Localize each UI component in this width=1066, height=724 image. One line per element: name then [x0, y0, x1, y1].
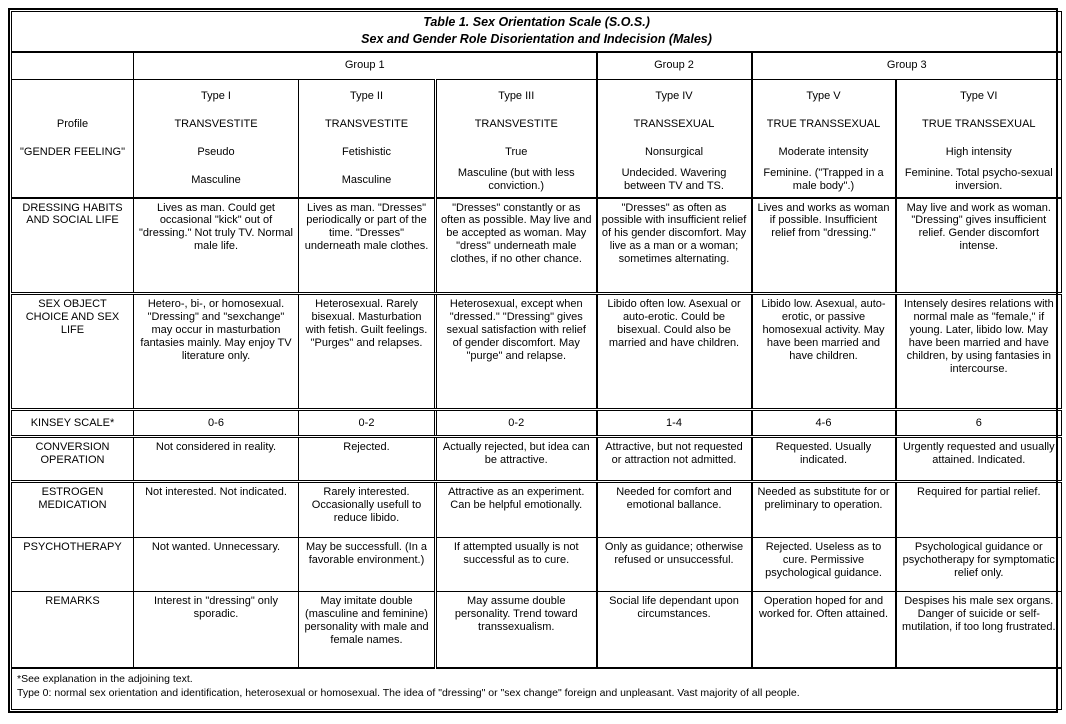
group-header-1: Group 1	[134, 52, 597, 80]
type-subtype: Nonsurgical	[644, 145, 704, 158]
type-header-type-iii	[436, 80, 597, 198]
type-subtype: Moderate intensity	[778, 145, 869, 158]
table-title-line1: Table 1. Sex Orientation Scale (S.O.S.)	[423, 15, 650, 30]
data-cell: Not interested. Not indicated.	[134, 482, 299, 538]
data-cell: 0-2	[436, 410, 597, 437]
type-feeling: Feminine. ("Trapped in a male body".)	[763, 167, 884, 193]
table-row	[12, 592, 1062, 668]
data-cell: Not wanted. Unnecessary.	[134, 538, 299, 592]
data-cell: Rejected.	[299, 437, 436, 482]
data-cell: Lives and works as woman if possible. Insufficient relief from "dressing."	[752, 198, 896, 294]
type-number: Type III	[498, 89, 535, 102]
footnote	[12, 668, 1062, 710]
data-cell: Attractive, but not requested or attraction not admitted.	[597, 437, 752, 482]
data-cell: Social life dependant upon circumstances.	[597, 592, 752, 668]
type-name: TRANSVESTITE	[174, 117, 258, 130]
type-header-type-i	[134, 80, 299, 198]
sos-table	[11, 11, 1062, 710]
table-row	[12, 198, 1062, 294]
table-title	[12, 12, 1062, 52]
type-feeling: Undecided. Wavering between TV and TS.	[621, 167, 727, 193]
footnote-line1: *See explanation in the adjoining text.	[17, 672, 193, 685]
data-cell: 0-2	[299, 410, 436, 437]
table-title-line2: Sex and Gender Role Disorientation and Indecision (Males)	[361, 32, 712, 47]
data-cell: Interest in "dressing" only sporadic.	[134, 592, 299, 668]
data-cell: Despises his male sex organs. Danger of suicide or self-mutilation, if too long frustrated.	[896, 592, 1062, 668]
data-cell: Needed for comfort and emotional ballance.	[597, 482, 752, 538]
row-label: CONVERSION OPERATION	[12, 437, 134, 482]
gender-feeling-label: "GENDER FEELING"	[20, 145, 125, 158]
type-header-type-iv	[597, 80, 752, 198]
row-label: PSYCHOTHERAPY	[12, 538, 134, 592]
type-feeling: Masculine	[191, 173, 241, 186]
table-row	[12, 437, 1062, 482]
profile-label: Profile	[56, 117, 89, 130]
data-cell: 0-6	[134, 410, 299, 437]
table-row	[12, 294, 1062, 410]
type-subtype: Pseudo	[197, 145, 235, 158]
type-subtype: True	[505, 145, 528, 158]
data-cell: 6	[896, 410, 1062, 437]
data-cell: Not considered in reality.	[134, 437, 299, 482]
group-row-spacer	[12, 52, 134, 80]
type-number: Type IV	[655, 89, 693, 102]
type-name: TRUE TRANSSEXUAL	[922, 117, 1036, 130]
type-number: Type V	[806, 89, 841, 102]
data-cell: Urgently requested and usually attained. Indicated.	[896, 437, 1062, 482]
data-cell: Operation hoped for and worked for. Often attained.	[752, 592, 896, 668]
data-cell: Hetero-, bi-, or homosexual. "Dressing" and "sexchange" may occur in masturbation fantasies mainly. May enjoy TV literature only.	[134, 294, 299, 410]
type-subtype: Fetishistic	[342, 145, 391, 158]
data-cell: Rarely interested. Occasionally usefull to reduce libido.	[299, 482, 436, 538]
data-cell: 4-6	[752, 410, 896, 437]
type-subtype: High intensity	[945, 145, 1012, 158]
data-cell: May be successfull. (In a favorable environment.)	[299, 538, 436, 592]
data-cell: 1-4	[597, 410, 752, 437]
data-cell: May imitate double (masculine and feminine) personality with male and female names.	[299, 592, 436, 668]
type-number: Type II	[349, 89, 384, 102]
type-feeling: Masculine	[341, 173, 392, 186]
type-number: Type I	[201, 89, 231, 102]
data-cell: Required for partial relief.	[896, 482, 1062, 538]
row-label: REMARKS	[12, 592, 134, 668]
type-feeling: Feminine. Total psycho-sexual inversion.	[904, 167, 1053, 193]
type-header-type-vi	[896, 80, 1062, 198]
type-header-type-ii	[299, 80, 436, 198]
data-cell: Requested. Usually indicated.	[752, 437, 896, 482]
row-label: KINSEY SCALE*	[12, 410, 134, 437]
row-label: DRESSING HABITS AND SOCIAL LIFE	[12, 198, 134, 294]
table-frame	[8, 8, 1058, 713]
data-cell: May assume double personality. Trend toward transsexualism.	[436, 592, 597, 668]
profile-label-cell	[12, 80, 134, 198]
data-cell: Psychological guidance or psychotherapy for symptomatic relief only.	[896, 538, 1062, 592]
type-number: Type VI	[960, 89, 998, 102]
row-label: ESTROGEN MEDICATION	[12, 482, 134, 538]
data-cell: Needed as substitute for or preliminary to operation.	[752, 482, 896, 538]
empty-slot	[16, 166, 129, 194]
data-cell: Heterosexual. Rarely bisexual. Masturbation with fetish. Guilt feelings. "Purges" and relapses.	[299, 294, 436, 410]
empty-slot	[16, 82, 129, 110]
data-cell: Heterosexual, except when "dressed." "Dressing" gives sexual satisfaction with relief of gender discomfort. May "purge" and relapse.	[436, 294, 597, 410]
data-cell: May live and work as woman. "Dressing" gives insufficient relief. Gender discomfort intense.	[896, 198, 1062, 294]
table-row	[12, 410, 1062, 437]
type-name: TRANSVESTITE	[474, 117, 558, 130]
table-row	[12, 482, 1062, 538]
data-cell: Libido low. Asexual, auto-erotic, or passive homosexual activity. May have been married and have children.	[752, 294, 896, 410]
row-label: SEX OBJECT CHOICE AND SEX LIFE	[12, 294, 134, 410]
data-cell: Rejected. Useless as to cure. Permissive psychological guidance.	[752, 538, 896, 592]
data-cell: If attempted usually is not successful as to cure.	[436, 538, 597, 592]
type-name: TRANSVESTITE	[324, 117, 409, 130]
data-cell: Intensely desires relations with normal male as "female," if young. Later, libido low. May have been married and have children, by using fantasies in intercourse.	[896, 294, 1062, 410]
type-name: TRUE TRANSSEXUAL	[766, 117, 881, 130]
data-cell: Attractive as an experiment. Can be helpful emotionally.	[436, 482, 597, 538]
type-name: TRANSSEXUAL	[633, 117, 715, 130]
type-header-type-v	[752, 80, 896, 198]
data-cell: Only as guidance; otherwise refused or unsuccessful.	[597, 538, 752, 592]
data-cell: "Dresses" constantly or as often as possible. May live and be accepted as woman. May "dress" underneath male clothes, if no other chance.	[436, 198, 597, 294]
footnote-line2: Type 0: normal sex orientation and identification, heterosexual or homosexual. The idea of "dressing" or "sex change" foreign and unpleasant. Vast majority of all people.	[17, 686, 800, 699]
data-cell: "Dresses" as often as possible with insufficient relief of his gender discomfort. May live as a man or a woman; sometimes alternating.	[597, 198, 752, 294]
group-header-3: Group 3	[752, 52, 1062, 80]
group-header-2: Group 2	[597, 52, 752, 80]
data-cell: Lives as man. Could get occasional "kick" out of "dressing." Not truly TV. Normal male life.	[134, 198, 299, 294]
data-cell: Lives as man. "Dresses" periodically or part of the time. "Dresses" underneath male clothes.	[299, 198, 436, 294]
table-row	[12, 538, 1062, 592]
type-feeling: Masculine (but with less conviction.)	[457, 167, 575, 193]
data-cell: Libido often low. Asexual or auto-erotic. Could be bisexual. Could also be married and have children.	[597, 294, 752, 410]
data-cell: Actually rejected, but idea can be attractive.	[436, 437, 597, 482]
